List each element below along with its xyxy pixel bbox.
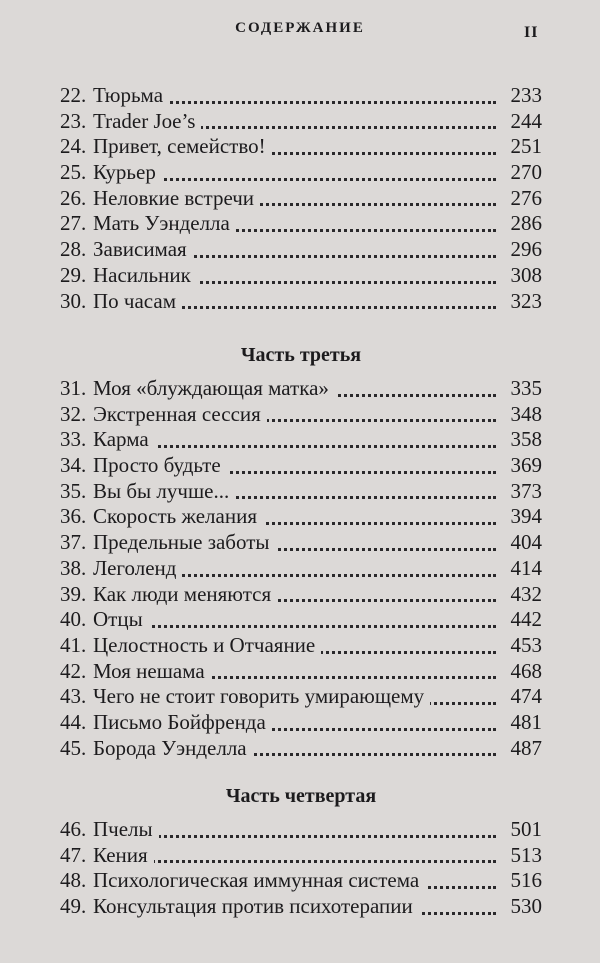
entry-number: 43. — [60, 684, 87, 709]
toc-entry — [60, 479, 542, 505]
entry-number: 46. — [60, 817, 87, 841]
entry-number: 41. — [60, 632, 87, 657]
entry-page: 453 — [510, 632, 542, 657]
entry-number: 32. — [60, 401, 87, 426]
entry-title: Trader Joe’s — [93, 108, 196, 133]
entry-title: Скорость желания — [93, 504, 257, 529]
toc-list-part-four — [60, 817, 542, 920]
entry-number: 33. — [60, 427, 87, 452]
toc-list-part-two — [60, 83, 542, 314]
entry-page: 516 — [510, 868, 542, 893]
toc-entry — [60, 633, 542, 659]
toc-entry — [60, 868, 542, 894]
entry-number: 39. — [60, 581, 87, 606]
entry-page: 369 — [510, 453, 542, 478]
entry-title: Борода Уэнделла — [93, 735, 247, 760]
entry-number: 29. — [60, 262, 87, 287]
page-number: II — [524, 24, 539, 41]
toc-entry — [60, 83, 542, 109]
entry-page: 432 — [510, 581, 542, 606]
entry-page: 414 — [510, 555, 542, 580]
entry-number: 48. — [60, 868, 87, 893]
entry-title: Привет, семейство! — [93, 134, 266, 159]
toc-entry — [60, 817, 542, 843]
entry-title: Отцы — [93, 607, 143, 632]
entry-number: 22. — [60, 83, 87, 107]
toc-list-part-three — [60, 376, 542, 761]
entry-page: 323 — [510, 288, 542, 313]
toc-entry — [60, 504, 542, 530]
toc-entry — [60, 109, 542, 135]
entry-number: 49. — [60, 894, 87, 919]
entry-title: Вы бы лучше... — [93, 478, 230, 503]
entry-page: 474 — [510, 684, 542, 709]
entry-title: Как люди меняются — [93, 581, 272, 606]
entry-title: Кения — [93, 842, 148, 867]
leader-dots — [93, 625, 496, 628]
entry-number: 26. — [60, 185, 87, 210]
toc-entry — [60, 684, 542, 710]
entry-title: Моя нешама — [93, 658, 205, 683]
entry-title: Целостность и Отчаяние — [93, 632, 316, 657]
entry-page: 244 — [510, 108, 542, 133]
entry-title: Предельные заботы — [93, 530, 270, 555]
entry-page: 394 — [510, 504, 542, 529]
entry-page: 404 — [510, 530, 542, 555]
part-four-section — [60, 783, 542, 809]
entry-title: Просто будьте — [93, 453, 221, 478]
entry-page: 442 — [510, 607, 542, 632]
toc-entry — [60, 402, 542, 428]
toc-entry — [60, 237, 542, 263]
entry-title: Неловкие встречи — [93, 185, 255, 210]
entry-page: 335 — [510, 376, 542, 400]
entry-title: Пчелы — [93, 817, 153, 841]
entry-page: 270 — [510, 160, 542, 185]
entry-title: Мать Уэнделла — [93, 211, 230, 236]
entry-title: Карма — [93, 427, 149, 452]
entry-title: По часам — [93, 288, 176, 313]
entry-page: 296 — [510, 237, 542, 262]
toc-entry — [60, 607, 542, 633]
part-heading: Часть третья — [240, 344, 362, 366]
entry-number: 28. — [60, 237, 87, 262]
toc-entry — [60, 843, 542, 869]
toc-entry — [60, 710, 542, 736]
entry-number: 40. — [60, 607, 87, 632]
entry-number: 30. — [60, 288, 87, 313]
entry-title: Тюрьма — [93, 83, 164, 107]
toc-entry — [60, 289, 542, 315]
entry-number: 34. — [60, 453, 87, 478]
entry-title: Психологическая иммунная система — [93, 868, 420, 893]
entry-page: 513 — [510, 842, 542, 867]
running-header: СОДЕРЖАНИЕ — [235, 20, 365, 36]
entry-number: 37. — [60, 530, 87, 555]
entry-number: 44. — [60, 709, 87, 734]
toc-entry — [60, 659, 542, 685]
toc-entry — [60, 582, 542, 608]
entry-title: Консультация против психотерапии — [93, 894, 413, 919]
entry-page: 233 — [510, 83, 542, 107]
entry-page: 348 — [510, 401, 542, 426]
toc-entry — [60, 556, 542, 582]
toc-entry — [60, 530, 542, 556]
entry-number: 47. — [60, 842, 87, 867]
entry-number: 36. — [60, 504, 87, 529]
part-three-section — [60, 342, 542, 368]
part-heading: Часть четвертая — [225, 785, 377, 807]
entry-page: 276 — [510, 185, 542, 210]
entry-page: 468 — [510, 658, 542, 683]
entry-title: Зависимая — [93, 237, 187, 262]
toc-entry — [60, 427, 542, 453]
entry-title: Письмо Бойфренда — [93, 709, 266, 734]
toc-entry — [60, 263, 542, 289]
entry-number: 23. — [60, 108, 87, 133]
toc-entry — [60, 134, 542, 160]
toc-entry — [60, 736, 542, 762]
toc-entry — [60, 211, 542, 237]
entry-page: 481 — [510, 709, 542, 734]
entry-page: 251 — [510, 134, 542, 159]
entry-number: 35. — [60, 478, 87, 503]
toc-entry — [60, 186, 542, 212]
entry-number: 45. — [60, 735, 87, 760]
toc-entry — [60, 376, 542, 402]
entry-page: 530 — [510, 894, 542, 919]
entry-page: 373 — [510, 478, 542, 503]
toc-entry — [60, 453, 542, 479]
entry-page: 487 — [510, 735, 542, 760]
entry-number: 42. — [60, 658, 87, 683]
entry-page: 501 — [510, 817, 542, 841]
entry-title: Чего не стоит говорить умирающему — [93, 684, 425, 709]
entry-title: Насильник — [93, 262, 191, 287]
entry-title: Курьер — [93, 160, 156, 185]
entry-title: Моя «блуждающая матка» — [93, 376, 329, 400]
entry-page: 286 — [510, 211, 542, 236]
entry-number: 38. — [60, 555, 87, 580]
toc-entry — [60, 894, 542, 920]
entry-number: 25. — [60, 160, 87, 185]
entry-number: 31. — [60, 376, 87, 400]
entry-title: Экстренная сессия — [93, 401, 261, 426]
entry-number: 27. — [60, 211, 87, 236]
entry-title: Леголенд — [93, 555, 177, 580]
entry-page: 308 — [510, 262, 542, 287]
toc-entry — [60, 160, 542, 186]
entry-page: 358 — [510, 427, 542, 452]
entry-number: 24. — [60, 134, 87, 159]
